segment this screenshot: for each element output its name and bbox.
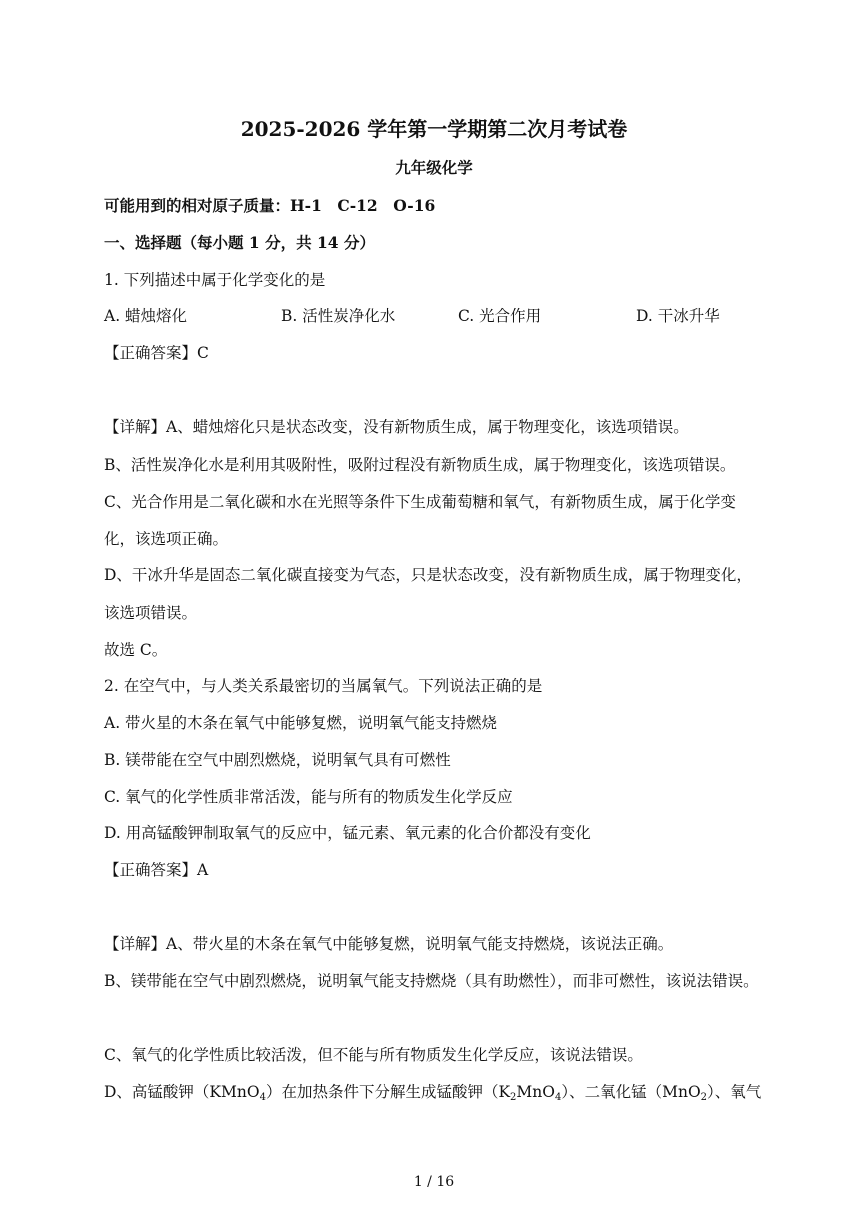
detail-text: D、高锰酸钾（KMnO [104, 1083, 260, 1101]
question-1-detail-line: D、干冰升华是固态二氧化碳直接变为气态，只是状态改变，没有新物质生成，属于物理变化， [104, 566, 752, 584]
question-1-detail-line: C、光合作用是二氧化碳和水在光照等条件下生成葡萄糖和氧气，有新物质生成，属于化学变 [104, 493, 736, 511]
question-2-detail-line-d [104, 1082, 761, 1102]
question-1-option-a: A. 蜡烛熔化 [104, 307, 188, 325]
question-1-option-b: B. 活性炭净化水 [281, 307, 396, 325]
question-2-option-b: B. 镁带能在空气中剧烈燃烧，说明氧气具有可燃性 [104, 751, 451, 769]
question-2-option-c: C. 氧气的化学性质非常活泼，能与所有的物质发生化学反应 [104, 788, 513, 806]
page-number: 1 / 16 [413, 1174, 455, 1190]
page-title: 2025-2026 学年第一学期第二次月考试卷 [240, 117, 628, 141]
question-1-detail-line: 化，该选项正确。 [104, 530, 229, 548]
atomic-mass-line: 可能用到的相对原子质量：H-1 C-12 O-16 [104, 196, 436, 215]
question-1-answer: 【正确答案】C [104, 344, 209, 362]
subscript: 2 [510, 1092, 517, 1103]
question-1-conclusion: 故选 C。 [104, 641, 168, 659]
detail-text: ）在加热条件下分解生成锰酸钾（K [265, 1083, 511, 1101]
question-2-option-d: D. 用高锰酸钾制取氧气的反应中，锰元素、氧元素的化合价都没有变化 [104, 824, 591, 842]
question-1-detail-line: B、活性炭净化水是利用其吸附性，吸附过程没有新物质生成，属于物理变化，该选项错误。 [104, 456, 736, 474]
question-1-detail-line: 【详解】A、蜡烛熔化只是状态改变，没有新物质生成，属于物理变化，该选项错误。 [104, 418, 689, 436]
subscript: 4 [259, 1092, 266, 1103]
detail-text: MnO [516, 1083, 555, 1101]
question-1-option-c: C. 光合作用 [458, 307, 542, 325]
question-2-detail-line: 【详解】A、带火星的木条在氧气中能够复燃，说明氧气能支持燃烧，该说法正确。 [104, 935, 674, 953]
question-1-option-d: D. 干冰升华 [636, 307, 720, 325]
subscript: 4 [554, 1092, 562, 1103]
question-2-answer: 【正确答案】A [104, 861, 209, 879]
question-2-detail-line: B、镁带能在空气中剧烈燃烧，说明氧气能支持燃烧（具有助燃性），而非可燃性，该说法错误。 [104, 972, 759, 990]
page-subtitle: 九年级化学 [395, 158, 473, 177]
question-1-stem: 1. 下列描述中属于化学变化的是 [104, 271, 326, 289]
detail-text: ）、氧气 [707, 1083, 762, 1101]
subscript: 2 [700, 1092, 708, 1103]
question-2-option-a: A. 带火星的木条在氧气中能够复燃，说明氧气能支持燃烧 [104, 714, 498, 732]
question-2-stem: 2. 在空气中，与人类关系最密切的当属氧气。下列说法正确的是 [104, 677, 543, 695]
question-2-detail-line: C、氧气的化学性质比较活泼，但不能与所有物质发生化学反应，该说法错误。 [104, 1046, 643, 1064]
section-heading: 一、选择题（每小题 1 分，共 14 分） [104, 233, 375, 252]
question-1-detail-line: 该选项错误。 [104, 604, 198, 622]
detail-text: ）、二氧化锰（MnO [561, 1083, 701, 1101]
